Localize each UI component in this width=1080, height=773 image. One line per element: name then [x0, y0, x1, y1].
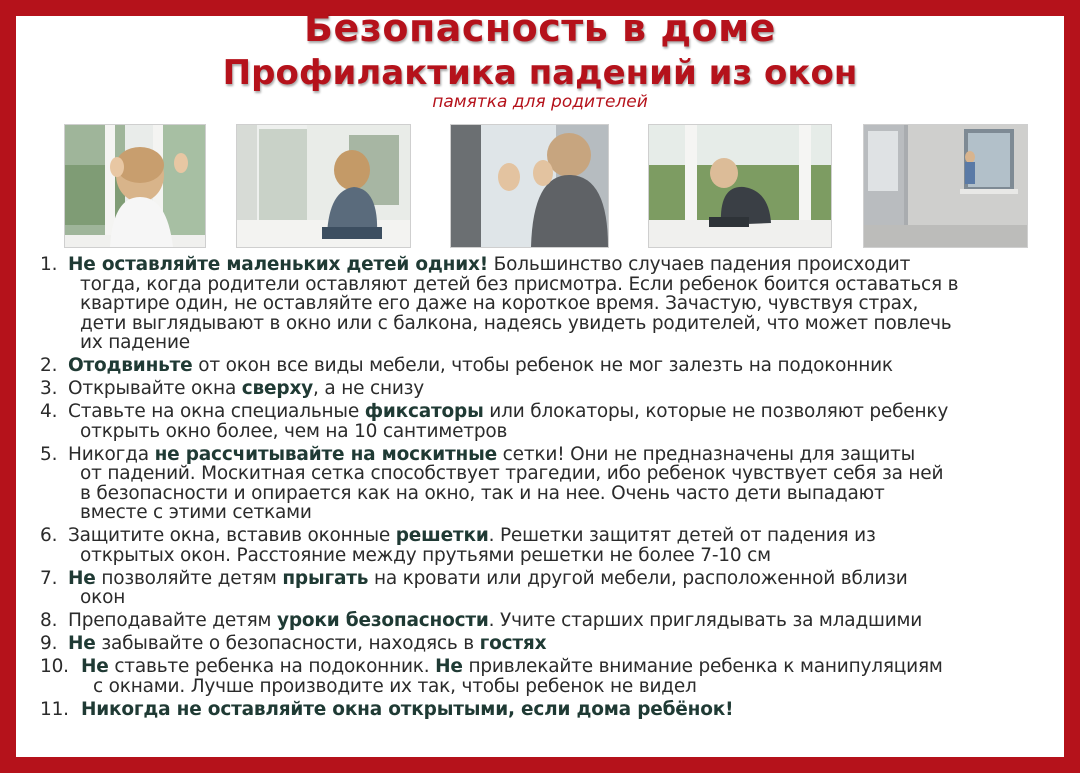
rule-text: вместе с этими сетками: [80, 502, 312, 523]
rule-number: 9.: [40, 633, 58, 654]
rule-line: [68, 275, 1060, 295]
rule-line: [68, 526, 1060, 546]
rule-text: забывайте о безопасности, находясь в: [95, 633, 480, 654]
rule-line: [68, 356, 1060, 376]
rule-emphasis: не рассчитывайте на москитные: [154, 443, 497, 465]
rule-emphasis: уроки безопасности: [277, 610, 489, 631]
rule-text: в безопасности и опирается как на окно, так и на нее. Очень часто дети выпадают: [80, 482, 885, 504]
rule-item: [40, 379, 1060, 399]
rule-emphasis: Отодвиньте: [68, 355, 193, 376]
rule-item: [40, 526, 1060, 565]
rule-item: [40, 569, 1060, 608]
child-pressing-glass-photo: [450, 124, 609, 248]
rule-line: [68, 569, 1060, 589]
rule-number: 11.: [40, 698, 69, 720]
child-climbing-window-photo: [236, 124, 411, 248]
rule-line: [68, 314, 1060, 334]
rule-line: [68, 503, 1060, 523]
rule-number: 1.: [40, 254, 58, 275]
rule-line: [68, 294, 1060, 314]
page-subtitle: Профилактика падений из окон: [222, 53, 858, 93]
rule-text: на кровати или другой мебели, расположенной вблизи: [368, 567, 908, 589]
rule-text: ставьте ребенка на подоконник.: [108, 656, 436, 677]
rule-number: 5.: [40, 443, 58, 465]
rule-text: дети выглядывают в окно или с балкона, надеясь увидеть родителей, что может повлечь: [80, 312, 952, 334]
rule-text: тогда, когда родители оставляют детей без присмотра. Если ребенок боится оставаться в: [80, 273, 959, 295]
rule-text: их падение: [80, 332, 190, 353]
rule-emphasis: Не: [81, 656, 109, 677]
rule-number: 3.: [40, 378, 58, 399]
rule-text: открыть окно более, чем на 10 сантиметров: [80, 420, 508, 442]
rule-item: [40, 356, 1060, 376]
child-at-window-photo: [64, 124, 206, 248]
safety-rules-list: [40, 255, 1060, 719]
rule-text: позволяйте детям: [95, 567, 283, 589]
rule-line: [81, 677, 1060, 697]
rule-text: Защитите окна, вставив оконные: [68, 525, 396, 546]
rule-text: от окон все виды мебели, чтобы ребенок не мог залезть на подоконник: [192, 355, 893, 376]
rule-emphasis: гостях: [479, 633, 547, 654]
rule-number: 4.: [40, 401, 58, 422]
rule-item: [40, 657, 1060, 696]
rule-item: [40, 700, 1060, 720]
rule-emphasis: Никогда не оставляйте окна открытыми, если дома ребёнок!: [81, 698, 734, 720]
rule-line: [68, 588, 1060, 608]
rule-text: . Учите старших приглядывать за младшими: [488, 610, 923, 631]
rule-line: [68, 464, 1060, 484]
rule-line: [68, 402, 1060, 422]
rule-number: 7.: [40, 567, 58, 589]
rule-text: , а не снизу: [313, 378, 425, 399]
page-title: Безопасность в доме: [304, 6, 776, 50]
rule-text: от падений. Москитная сетка способствует трагедии, ибо ребенок чувствует себя за ней: [80, 463, 944, 484]
rule-line: [68, 445, 1060, 465]
rule-line: [68, 484, 1060, 504]
child-on-windowsill-photo: [648, 124, 832, 248]
rule-text: Большинство случаев падения происходит: [487, 254, 911, 275]
rule-text: с окнами. Лучше производите их так, чтобы ребенок не видел: [93, 675, 697, 697]
rule-line: [68, 379, 1060, 399]
rule-emphasis: Не: [68, 633, 96, 654]
rule-number: 10.: [40, 656, 69, 677]
rule-emphasis: Не: [435, 656, 463, 677]
rule-text: Открывайте окна: [68, 378, 242, 399]
rule-emphasis: прыгать: [282, 567, 369, 589]
rule-emphasis: фиксаторы: [364, 401, 484, 422]
rule-item: [40, 402, 1060, 441]
child-outside-window-building-photo: [863, 124, 1028, 248]
rule-text: окон: [80, 587, 126, 608]
rule-emphasis: решетки: [395, 525, 489, 546]
rule-line: [68, 255, 1060, 275]
rule-emphasis: Не оставляйте маленьких детей одних!: [68, 254, 488, 275]
rule-item: [40, 634, 1060, 654]
rule-text: . Решетки защитят детей от падения из: [488, 525, 876, 546]
rule-text: Ставьте на окна специальные: [68, 401, 365, 422]
rule-line: [68, 546, 1060, 566]
rule-line: [81, 657, 1060, 677]
rule-number: 6.: [40, 525, 58, 546]
rule-line: [68, 333, 1060, 353]
rule-item: [40, 445, 1060, 523]
rule-emphasis: Не: [68, 567, 96, 589]
rule-emphasis: сверху: [241, 378, 314, 399]
rule-line: [68, 634, 1060, 654]
rule-text: открытых окон. Расстояние между прутьями решетки не более 7-10 см: [80, 544, 771, 566]
rule-text: или блокаторы, которые не позволяют ребенку: [483, 401, 949, 422]
rule-text: сетки! Они не предназначены для защиты: [496, 443, 916, 465]
rule-line: [68, 611, 1060, 631]
rule-text: Никогда: [68, 443, 155, 465]
rule-line: [68, 422, 1060, 442]
rule-line: [81, 700, 1060, 720]
rule-number: 8.: [40, 610, 58, 631]
rule-text: квартире один, не оставляйте его даже на короткое время. Зачастую, чувствуя страх,: [80, 293, 919, 314]
rule-number: 2.: [40, 355, 58, 376]
page-tagline: памятка для родителей: [432, 92, 648, 112]
rule-text: привлекайте внимание ребенка к манипуляциям: [462, 656, 943, 677]
rule-text: Преподавайте детям: [68, 610, 277, 631]
rule-item: [40, 611, 1060, 631]
rule-item: [40, 255, 1060, 353]
